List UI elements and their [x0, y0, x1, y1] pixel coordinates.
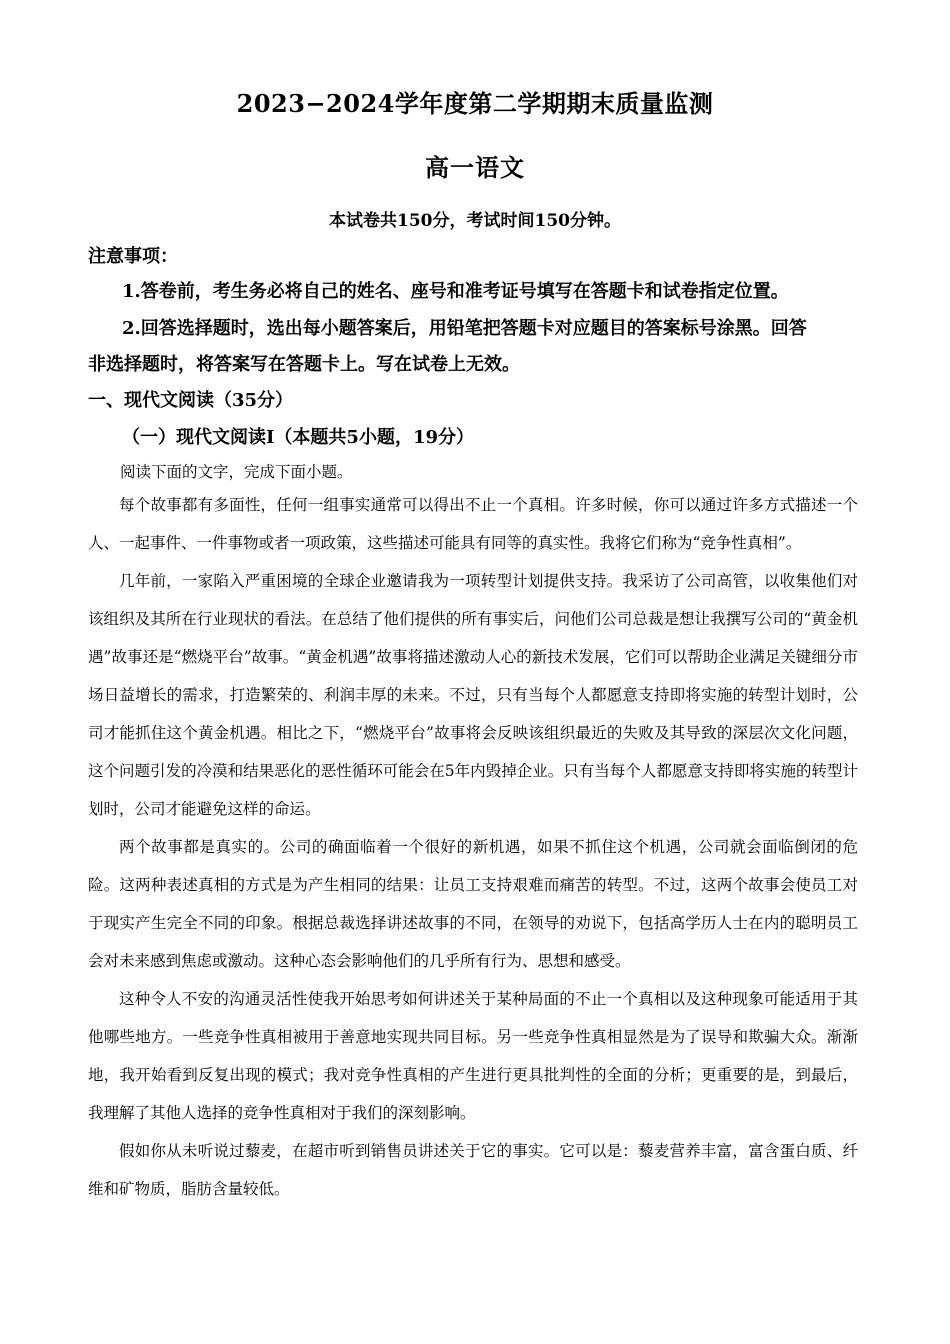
notice-item-2-line-2: 非选择题时，将答案写在答题卡上。写在试卷上无效。: [88, 354, 520, 375]
passage-paragraph-4: 这种令人不安的沟通灵活性使我开始思考如何讲述关于某种局面的不止一个真相以及这种现象可能适用于其他哪些地方。一些竞争性真相被用于善意地实现共同目标。另一些竞争性真相显然是为了误导和欺骗大众。渐渐地，我开始看到反复出现的模式；我对竞争性真相的产生进行更具批判性的全面的分析；更重要的是，到最后，我理解了其他人选择的竞争性真相对于我们的深刻影响。: [88, 990, 858, 1122]
section-part-one: 一、现代文阅读（35分）: [88, 390, 294, 411]
subject-title: 高一语文: [425, 153, 525, 182]
reading-instruction: 阅读下面的文字，完成下面小题。: [120, 463, 353, 481]
exam-title: 2023−2024学年度第二学期期末质量监测: [236, 89, 714, 118]
section-sub-one: （一）现代文阅读Ⅰ（本题共5小题，19分）: [122, 427, 474, 448]
passage-paragraph-1: 每个故事都有多面性，任何一组事实通常可以得出不止一个真相。许多时候，你可以通过许多方式描述一个人、一起事件、一件事物或者一项政策，这些描述可能具有同等的真实性。我将它们称为“竞争性真相”。: [88, 496, 858, 552]
passage-paragraph-2: 几年前，一家陷入严重困境的全球企业邀请我为一项转型计划提供支持。我采访了公司高管，以收集他们对该组织及其所在行业现状的看法。在总结了他们提供的所有事实后，问他们公司总裁是想让我撰写公司的“黄金机遇”故事还是“燃烧平台”故事。“黄金机遇”故事将描述激动人心的新技术发展，它们可以帮助企业满足关键细分市场日益增长的需求，打造繁荣的、利润丰厚的未来。不过，只有当每个人都愿意支持即将实施的转型计划时，公司才能抓住这个黄金机遇。相比之下，“燃烧平台”故事将会反映该组织最近的失败及其导致的深层次文化问题，这个问题引发的冷漠和结果恶化的恶性循环可能会在5年内毁掉企业。只有当每个人都愿意支持即将实施的转型计划时，公司才能避免这样的命运。: [88, 572, 858, 818]
passage-paragraph-3: 两个故事都是真实的。公司的确面临着一个很好的新机遇，如果不抓住这个机遇，公司就会面临倒闭的危险。这两种表述真相的方式是为产生相同的结果：让员工支持艰难而痛苦的转型。不过，这两个故事会使员工对于现实产生完全不同的印象。根据总裁选择讲述故事的不同，在领导的劝说下，包括高学历人士在内的聪明员工会对未来感到焦虑或激动。这种心态会影响他们的几乎所有行为、思想和感受。: [88, 838, 858, 970]
reading-passage: [88, 486, 858, 1208]
notice-item-1: 1.答卷前，考生务必将自己的姓名、座号和准考证号填写在答题卡和试卷指定位置。: [122, 281, 789, 302]
notice-heading: 注意事项：: [88, 246, 178, 267]
exam-info: 本试卷共150分，考试时间150分钟。: [329, 211, 621, 231]
notice-item-2-line-1: 2.回答选择题时，选出每小题答案后，用铅笔把答题卡对应题目的答案标号涂黑。回答: [122, 318, 807, 339]
passage-paragraph-5: 假如你从未听说过藜麦，在超市听到销售员讲述关于它的事实。它可以是：藜麦营养丰富，富含蛋白质、纤维和矿物质，脂肪含量较低。: [88, 1142, 858, 1198]
